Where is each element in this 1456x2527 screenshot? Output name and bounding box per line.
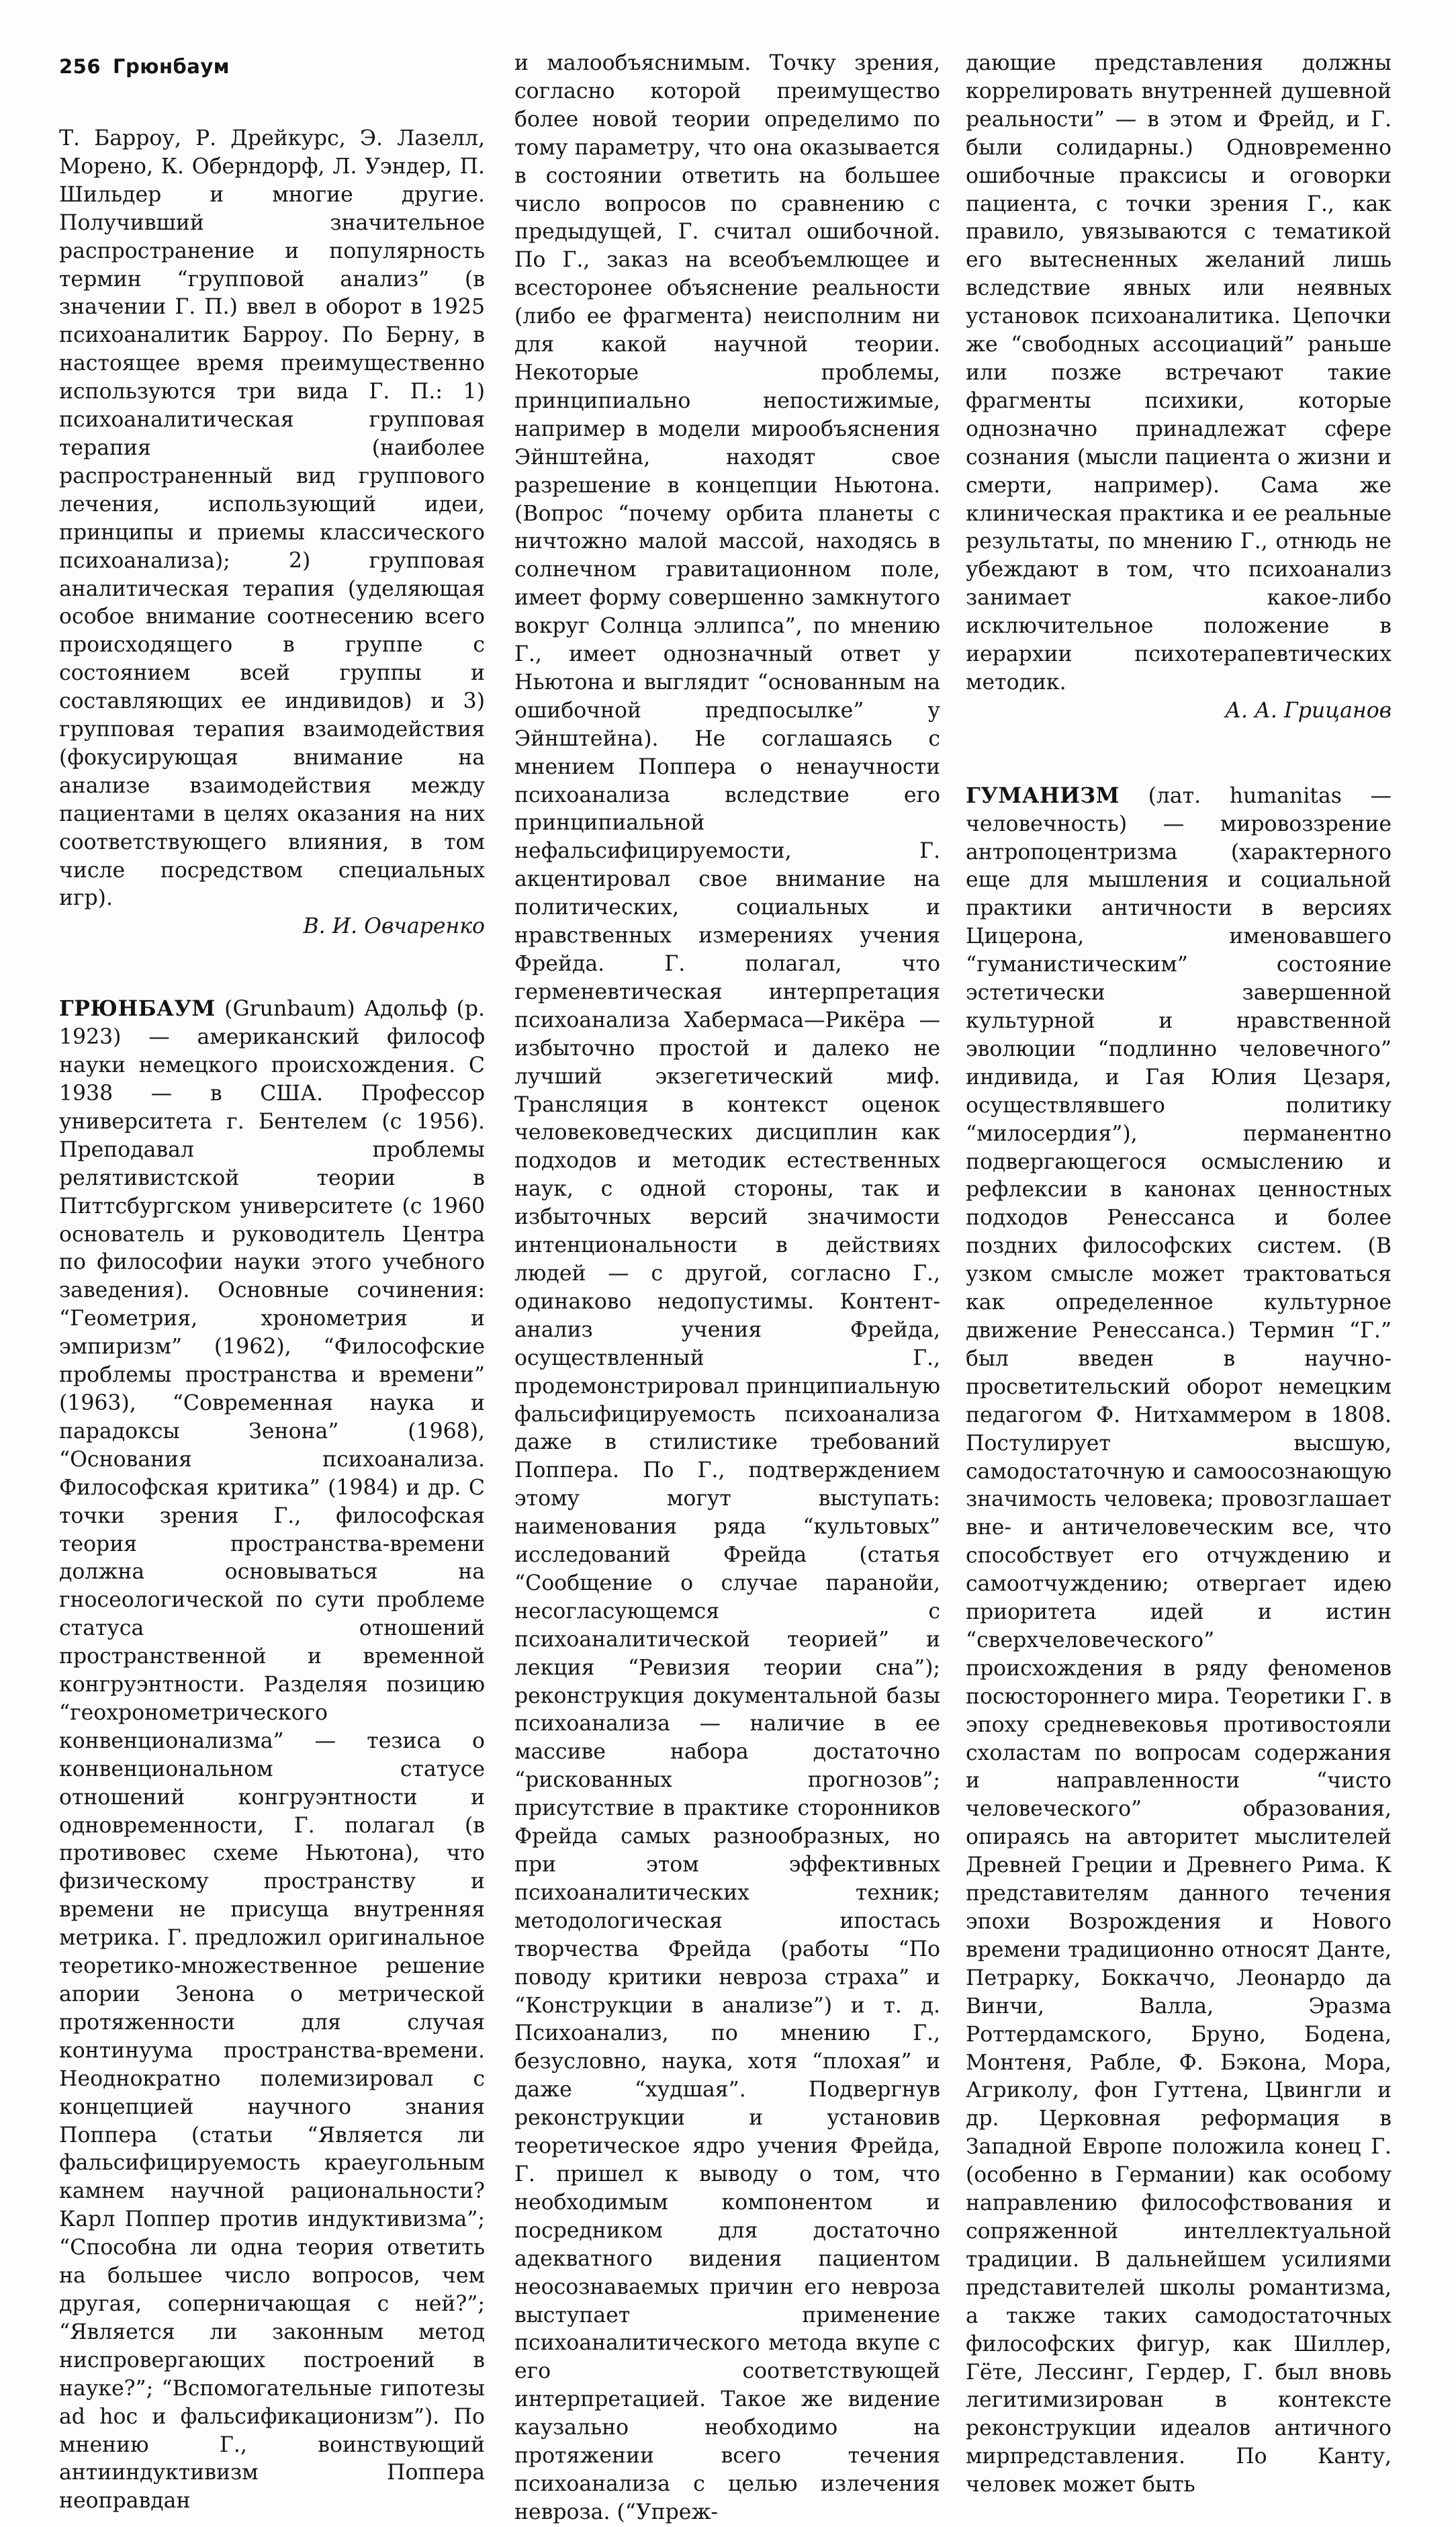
entry-grunbaum-text-2: и малообъяснимым. Точку зрения, согласно которой преимущество более новой теории определимо по тому параметру, что она оказывается в состоянии ответить на большее число вопросов по сравнению с предыдущей, Г. считал ошибочной. По Г., заказ на всеобъемлющее и всесторонее объяснение реальности (либо ее фрагмента) неисполним ни для какой научной теории. Некоторые проблемы, принципиально непостижимые, например в модели мирообъяснения Эйнштейна, находят свое разрешение в концепции Ньютона. (Вопрос “почему орбита планеты с ничтожно малой массой, находясь в солнечном гравитационном поле, имеет форму совершенно замкнутого вокруг Солнца эллипса”, по мнению Г., имеет однозначный ответ у Ньютона и выглядит “основанным на ошибочной предпосылке” у Эйнштейна). Не соглашаясь с мнением Поппера о ненаучности психоанализа вследствие его принципиальной нефальсифицируемости, Г. акцентировал свое внимание на политических, социальных и нравственных измерениях учения Фрейда. Г. полагал, что герменевтическая интерпретация психоанализа Хабермаса—Рикёра — избыточно простой и далеко не лучший экзегетический миф. Трансляция в контекст оценок человековедческих дисциплин как подходов и методик естественных наук, с одной стороны, так и избыточных версий значимости интенциональности в действиях людей — с другой, согласно Г., одинаково недопустимы. Контент-анализ учения Фрейда, осуществленный Г., продемонстрировал принципиальную фальсифицируемость психоанализа даже в стилистике требований Поппера. По Г., подтверждением этому могут выступать: наименования ряда “культовых” исследований Фрейда (статья “Сообщение о случае паранойи, несогласующемся с психоаналитической теорией” и лекция “Ревизия теории сна”); реконструкция документальной базы психоанализа — наличие в ее массиве набора достаточно “рискованных прогнозов”; присутствие в практике сторонников Фрейда самых разнообразных, но при этом эффективных психоаналитических техник; методологическая ипостась творчества Фрейда (работы “По поводу критики невроза страха” и “Конструкции в анализе”) и т. д. Психоанализ, по мнению Г., безусловно, наука, хотя “плохая” и даже “худшая”. Подвергнув реконструкции и установив теоретическое ядро учения Фрейда, Г. пришел к выводу о том, что необходимым компонентом и посредником для достаточно адекватного видения пациентом неосознаваемых причин его невроза выступает применение психоаналитического метода вкупе с его соответствующей интерпретацией. Такое же видение каузально необходимо на протяжении всего течения психоанализа с целью излечения невроза. (“Упреж- <box>514 51 940 2524</box>
entry-humanism-text: (лат. humanitas — человечность) — мировоззрение антропоцентризма (характерного еще для мышления и социальной практики античности в версиях Цицерона, именовавшего “гуманистическим” состояние эстетически завершенной культурной и нравственной эволюции “подлинно человечного” индивида, и Гая Юлия Цезаря, осуществлявшего политику “милосердия”), перманентно подвергающегося осмыслению и рефлексии в канонах ценностных подходов Ренессанса и более поздних философских систем. (В узком смысле может трактоваться как определенное культурное движение Ренессанса.) Термин “Г.” был введен в научно-просветительский оборот немецким педагогом Ф. Нитхаммером в 1808. Постулирует высшую, самодостаточную и самоосознающую значимость человека; провозглашает вне- и античеловеческим все, что способствует его отчуждению и самоотчуждению; отвергает идею приоритета идей и истин “сверхчеловеческого” происхождения в ряду феноменов посюстороннего мира. Теоретики Г. в эпоху средневековья противостояли схоластам по вопросам содержания и направленности “чисто человеческого” образования, опираясь на авторитет мыслителей Древней Греции и Древнего Рима. К представителям данного течения эпохи Возрождения и Нового времени традиционно относят Данте, Петрарку, Боккаччо, Леонардо да Винчи, Валла, Эразма Роттердамского, Бруно, Бодена, Монтеня, Рабле, Ф. Бэкона, Мора, Агриколу, фон Гуттена, Цвингли и др. Церковная реформация в Западной Европе положила конец Г. (особенно в Германии) как особому направлению философствования и сопряженной интеллектуальной традиции. В дальнейшем усилиями представителей школы романтизма, а также таких самодостаточных философских фигур, как Шиллер, Гёте, Лессинг, Гердер, Г. был вновь легитимизирован в контексте реконструкции идеалов античного мирпредставления. По Канту, человек может быть <box>966 783 1392 2497</box>
entry-grunbaum-text-3: дающие представления должны коррелировать внутренней душевной реальности” — в этом и Фрейд, и Г. были солидарны.) Одновременно ошибочные праксисы и оговорки пациента, с точки зрения Г., как правило, увязываются с тематикой его вытесненных желаний лишь вследствие явных или неявных установок психоаналитика. Цепочки же “свободных ассоциаций” раньше или позже встречают такие фрагменты психики, которые однозначно принадлежат сфере сознания (мысли пациента о жизни и смерти, например). Сама же клиническая практика и ее реальные результаты, по мнению Г., отнюдь не убеждают в том, что психоанализ занимает какое-либо исключительное положение в иерархии психотерапевтических методик. <box>966 51 1392 695</box>
page-number: 256 <box>59 55 101 78</box>
running-title: Грюнбаум <box>113 55 230 78</box>
entry-humanism <box>966 782 1392 2499</box>
headword-humanism: ГУМАНИЗМ <box>966 783 1120 808</box>
entry-grunbaum-text-1: (Grunbaum) Адольф (р. 1923) — американский философ науки немецкого происхождения. С 1938 — в США. Профессор университета г. Бентелем (с 1956). Преподавал проблемы релятивистской теории в Питтсбургском университете (с 1960 основатель и руководитель Центра по философии науки этого учебного заведения). Основные сочинения: “Геометрия, хронометрия и эмпиризм” (1962), “Философские проблемы пространства и времени” (1963), “Современная наука и парадоксы Зенона” (1968), “Основания психоанализа. Философская критика” (1984) и др. С точки зрения Г., философская теория пространства-времени должна основываться на гносеологической по сути проблеме статуса отношений пространственной и временной конгруэнтности. Разделяя позицию “геохронометрического конвенционализма” — тезиса о конвенциональном статусе отношений конгруэнтности и одновременности, Г. полагал (в противовес схеме Ньютона), что физическому пространству и времени не присуща внутренняя метрика. Г. предложил оригинальное теоретико-множественное решение апории Зенона о метрической протяженности для случая континуума пространства-времени. Неоднократно полемизировал с концепцией научного знания Поппера (статьи “Является ли фальсифицируемость краеугольным камнем научной рациональности? Карл Поппер против индуктивизма”; “Способна ли одна теория ответить на большее число вопросов, чем другая, соперничающая с ней?”; “Является ли законным метод ниспровергающих построений в науке?”; “Вспомогательные гипотезы ad hoc и фальсификационизм”). По мнению Г., воинствующий антииндуктивизм Поппера неоправдан <box>59 997 485 2514</box>
entry-grunbaum <box>59 995 485 2516</box>
entry-author-ovcharenko: В. И. Овчаренко <box>303 914 485 939</box>
entry-group-analysis-tail: Т. Барроу, Р. Дрейкурс, Э. Лазелл, Морено, К. Оберндорф, Л. Уэндер, П. Шильдер и многие другие. Получивший значительное распространение и популярность термин “групповой анализ” (в значении Г. П.) ввел в оборот в 1925 психоаналитик Барроу. По Берну, в настоящее время преимущественно используются три вида Г. П.: 1) психоаналитическая групповая терапия (наиболее распространенный вид группового лечения, использующий идеи, принципы и приемы классического психоанализа); 2) групповая аналитическая терапия (уделяющая особое внимание соотнесению всего происходящего в группе с состоянием всей группы и составляющих ее индивидов) и 3) групповая терапия взаимодействия (фокусирующая внимание на анализе взаимодействия между пациентами в целях оказания на них соответствующего влияния, в том числе посредством специальных игр). <box>59 126 485 911</box>
text-column-2 <box>514 50 940 2524</box>
headword-grunbaum: ГРЮНБАУМ <box>59 996 216 1022</box>
text-column-1 <box>59 125 485 2514</box>
running-head <box>59 55 230 78</box>
text-column-3 <box>966 50 1392 2497</box>
entry-author-gritsanov: А. А. Грицанов <box>1225 698 1392 723</box>
